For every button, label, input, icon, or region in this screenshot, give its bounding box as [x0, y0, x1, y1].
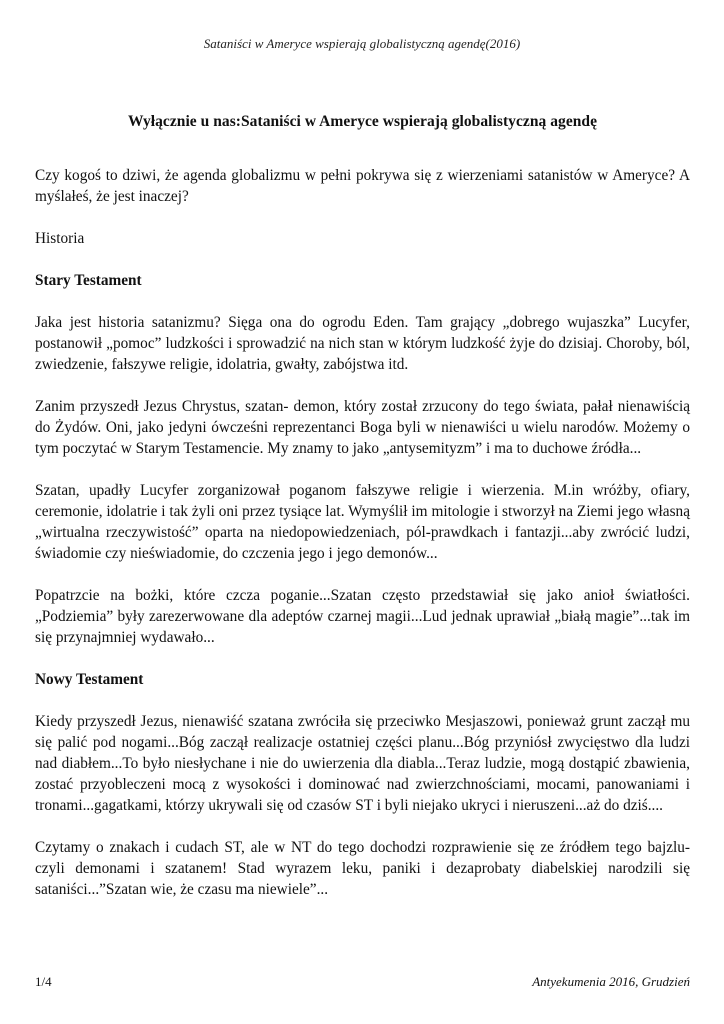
section-heading-old-testament: Stary Testament [35, 272, 142, 289]
footer-source: Antyekumenia 2016, Grudzień [532, 974, 690, 989]
paragraph: Popatrzcie na bożki, które czcza poganie...Szatan często przedstawiał się jako anioł światłości. „Podziemia” były zarezerwowane dla adeptów czarnej magii...Lud jednak uprawiał „białą magie”...tak im się przynajmniej wydawało... [35, 587, 690, 646]
document-title: Wyłącznie u nas:Sataniści w Ameryce wspierają globalistyczną agendę [127, 113, 598, 130]
page-number: 1/4 [35, 974, 52, 989]
document-body [35, 113, 690, 921]
section-heading-new-testament: Nowy Testament [35, 671, 144, 688]
section-label: Historia [35, 230, 85, 247]
intro-paragraph: Czy kogoś to dziwi, że agenda globalizmu w pełni pokrywa się z wierzeniami satanistów w Ameryce? A myślałeś, że jest inaczej? [35, 167, 690, 205]
paragraph: Jaka jest historia satanizmu? Sięga ona do ogrodu Eden. Tam grający „dobrego wujaszka” Lucyfer, postanowił „pomoc” ludzkości i sprowadzić na nich stan w którym ludzkość żyje do dzisiaj. Choroby, ból, zwiedzenie, fałszywe religie, idolatria, gwałty, zabójstwa itd. [35, 314, 690, 373]
paragraph: Czytamy o znakach i cudach ST, ale w NT do tego dochodzi rozprawienie się ze źródłem tego bajzlu- czyli demonami i szatanem! Stad wyrazem leku, paniki i dezaprobaty diabelskiej narodzili się sataniści...”Szatan wie, że czasu ma niewiele”... [35, 839, 690, 898]
paragraph: Zanim przyszedł Jezus Chrystus, szatan- demon, który został zrzucony do tego świata, pałał nienawiścią do Żydów. Oni, jako jedyni ówcześni reprezentanci Boga byli w nienawiści u wielu narodów. Możemy o tym poczytać w Starym Testamencie. My znamy to jako „antysemityzm” i ma to duchowe źródła... [35, 398, 690, 457]
paragraph: Kiedy przyszedł Jezus, nienawiść szatana zwróciła się przeciwko Mesjaszowi, ponieważ grunt zaczął mu się palić pod nogami...Bóg zaczął realizacje ostatniej części planu...Bóg przyniósł zwycięstwo dla ludzi nad diabłem...To było niesłychane i nie do uwierzenia dla diabla...Teraz ludzie, mogą dostąpić zbawienia, zostać przyobleczeni mocą z wysokości i dominować nad zwierzchnościami, mocami, panowaniami i tronami...gagatkami, którzy ukrywali się od czasów ST i byli niejako ukryci i nieruszeni...aż do dziś.... [35, 713, 690, 814]
paragraph: Szatan, upadły Lucyfer zorganizował poganom fałszywe religie i wierzenia. M.in wróżby, ofiary, ceremonie, idolatrie i tak żyli oni przez tysiące lat. Wymyślił im mitologie i stworzył na Ziemi jego własną „wirtualna rzeczywistość” oparta na niedopowiedzeniach, pól-prawdkach i fantazji...aby zwrócić ludzi, świadomie czy nieświadomie, do czczenia jego i jego demonów... [35, 482, 690, 562]
running-header: Sataniści w Ameryce wspierają globalistyczną agendę(2016) [203, 36, 521, 51]
